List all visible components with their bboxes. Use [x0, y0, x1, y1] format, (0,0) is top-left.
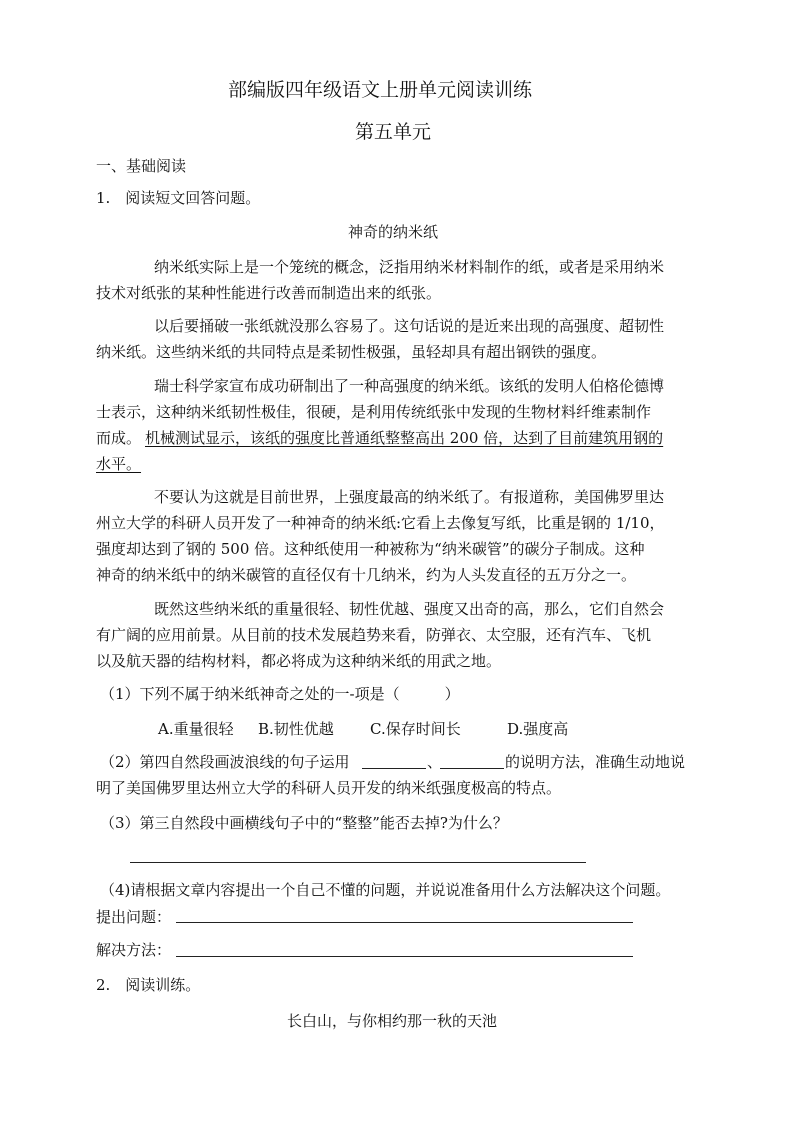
question-2-label: 2. 阅读训练。 — [96, 976, 201, 994]
paragraph-line: 强度却达到了钢的 500 倍。这种纸使用一种被称为“纳米碳管”的碳分子制成。这种 — [96, 540, 645, 558]
paragraph-line: 既然这些纳米纸的重量很轻、韧性优越、强度又出奇的高，那么，它们自然会 — [154, 600, 665, 618]
option-b: B.韧性优越 — [258, 720, 334, 738]
paragraph-line: 以及航天器的结构材料，都必将成为这种纳米纸的用武之地。 — [96, 652, 502, 670]
paragraph-line: 纳米纸实际上是一个笼统的概念，泛指用纳米材料制作的纸，或者是采用纳米 — [154, 258, 665, 276]
sub-question-2-line2: 明了美国佛罗里达州立大学的科研人员开发的纳米纸强度极高的特点。 — [96, 779, 562, 797]
sub-question-1: （1）下列不属于纳米纸神奇之处的一-项是（ ） — [100, 685, 460, 703]
ask-question-label: 提出问题： — [96, 908, 172, 926]
option-d: D.强度高 — [507, 720, 569, 738]
ask-question-line[interactable] — [176, 922, 633, 923]
paragraph-line: 纳米纸。这些纳米纸的共同特点是柔韧性极强，虽轻却具有超出钢铁的强度。 — [96, 343, 607, 361]
solve-method-label: 解决方法： — [96, 941, 172, 959]
answer-blank[interactable] — [440, 768, 504, 769]
paragraph-line: 神奇的纳米纸中的纳米碳管的直径仅有十几纳米，约为人头发直径的五万分之一。 — [96, 566, 637, 584]
page-title: 部编版四年级语文上册单元阅读训练 — [228, 79, 533, 101]
separator: 、 — [427, 753, 443, 771]
paragraph-line: 瑞士科学家宣布成功研制出了一种高强度的纳米纸。该纸的发明人伯格伦德博 — [154, 377, 665, 395]
option-a: A.重量很轻 — [158, 720, 234, 738]
paragraph-line: 不要认为这就是目前世界，上强度最高的纳米纸了。有报道称，美国佛罗里达 — [154, 488, 665, 506]
underlined-sentence-end: 水平。 — [96, 455, 142, 473]
paragraph-line: 技术对纸张的某种性能进行改善而制造出来的纸张。 — [96, 284, 442, 302]
sub-question-2: （2）第四自然段画波浪线的句子运用 — [100, 753, 350, 771]
section-heading: 一、基础阅读 — [96, 157, 187, 175]
unit-title: 第五单元 — [355, 121, 432, 143]
option-c: C.保存时间长 — [370, 720, 461, 738]
passage-2-title: 长白山，与你相约那一秋的天池 — [287, 1012, 498, 1030]
passage-title: 神奇的纳米纸 — [348, 223, 439, 241]
solve-method-line[interactable] — [176, 956, 633, 957]
paragraph-line: 士表示，这种纳米纸韧性极佳，很硬，是利用传统纸张中发现的生物材料纤维素制作 — [96, 403, 652, 421]
paragraph-line: 有广阔的应用前景。从目前的技术发展趋势来看，防弹衣、太空服，还有汽车、飞机 — [96, 626, 652, 644]
paragraph-line: 而成。 — [96, 429, 142, 447]
sub-question-4: （4)请根据文章内容提出一个自己不懂的问题，并说说准备用什么方法解决这个问题。 — [100, 881, 671, 899]
sub-question-3: （3）第三自然段中画横线句子中的“整整”能否去掉?为什么？ — [100, 814, 508, 832]
answer-line[interactable] — [130, 862, 586, 863]
paragraph-line: 以后要捅破一张纸就没那么容易了。这句话说的是近来出现的高强度、超韧性 — [154, 317, 665, 335]
underlined-sentence: 机械测试显示，该纸的强度比普通纸整整高出 200 倍，达到了目前建筑用钢的 — [145, 429, 664, 447]
answer-blank[interactable] — [362, 768, 426, 769]
sub-question-2-cont: 的说明方法，准确生动地说 — [505, 753, 686, 771]
paragraph-line: 州立大学的科研人员开发了一种神奇的纳米纸:它看上去像复写纸，比重是钢的 1/10， — [96, 514, 665, 532]
question-1-label: 1. 阅读短文回答问题。 — [96, 189, 261, 207]
